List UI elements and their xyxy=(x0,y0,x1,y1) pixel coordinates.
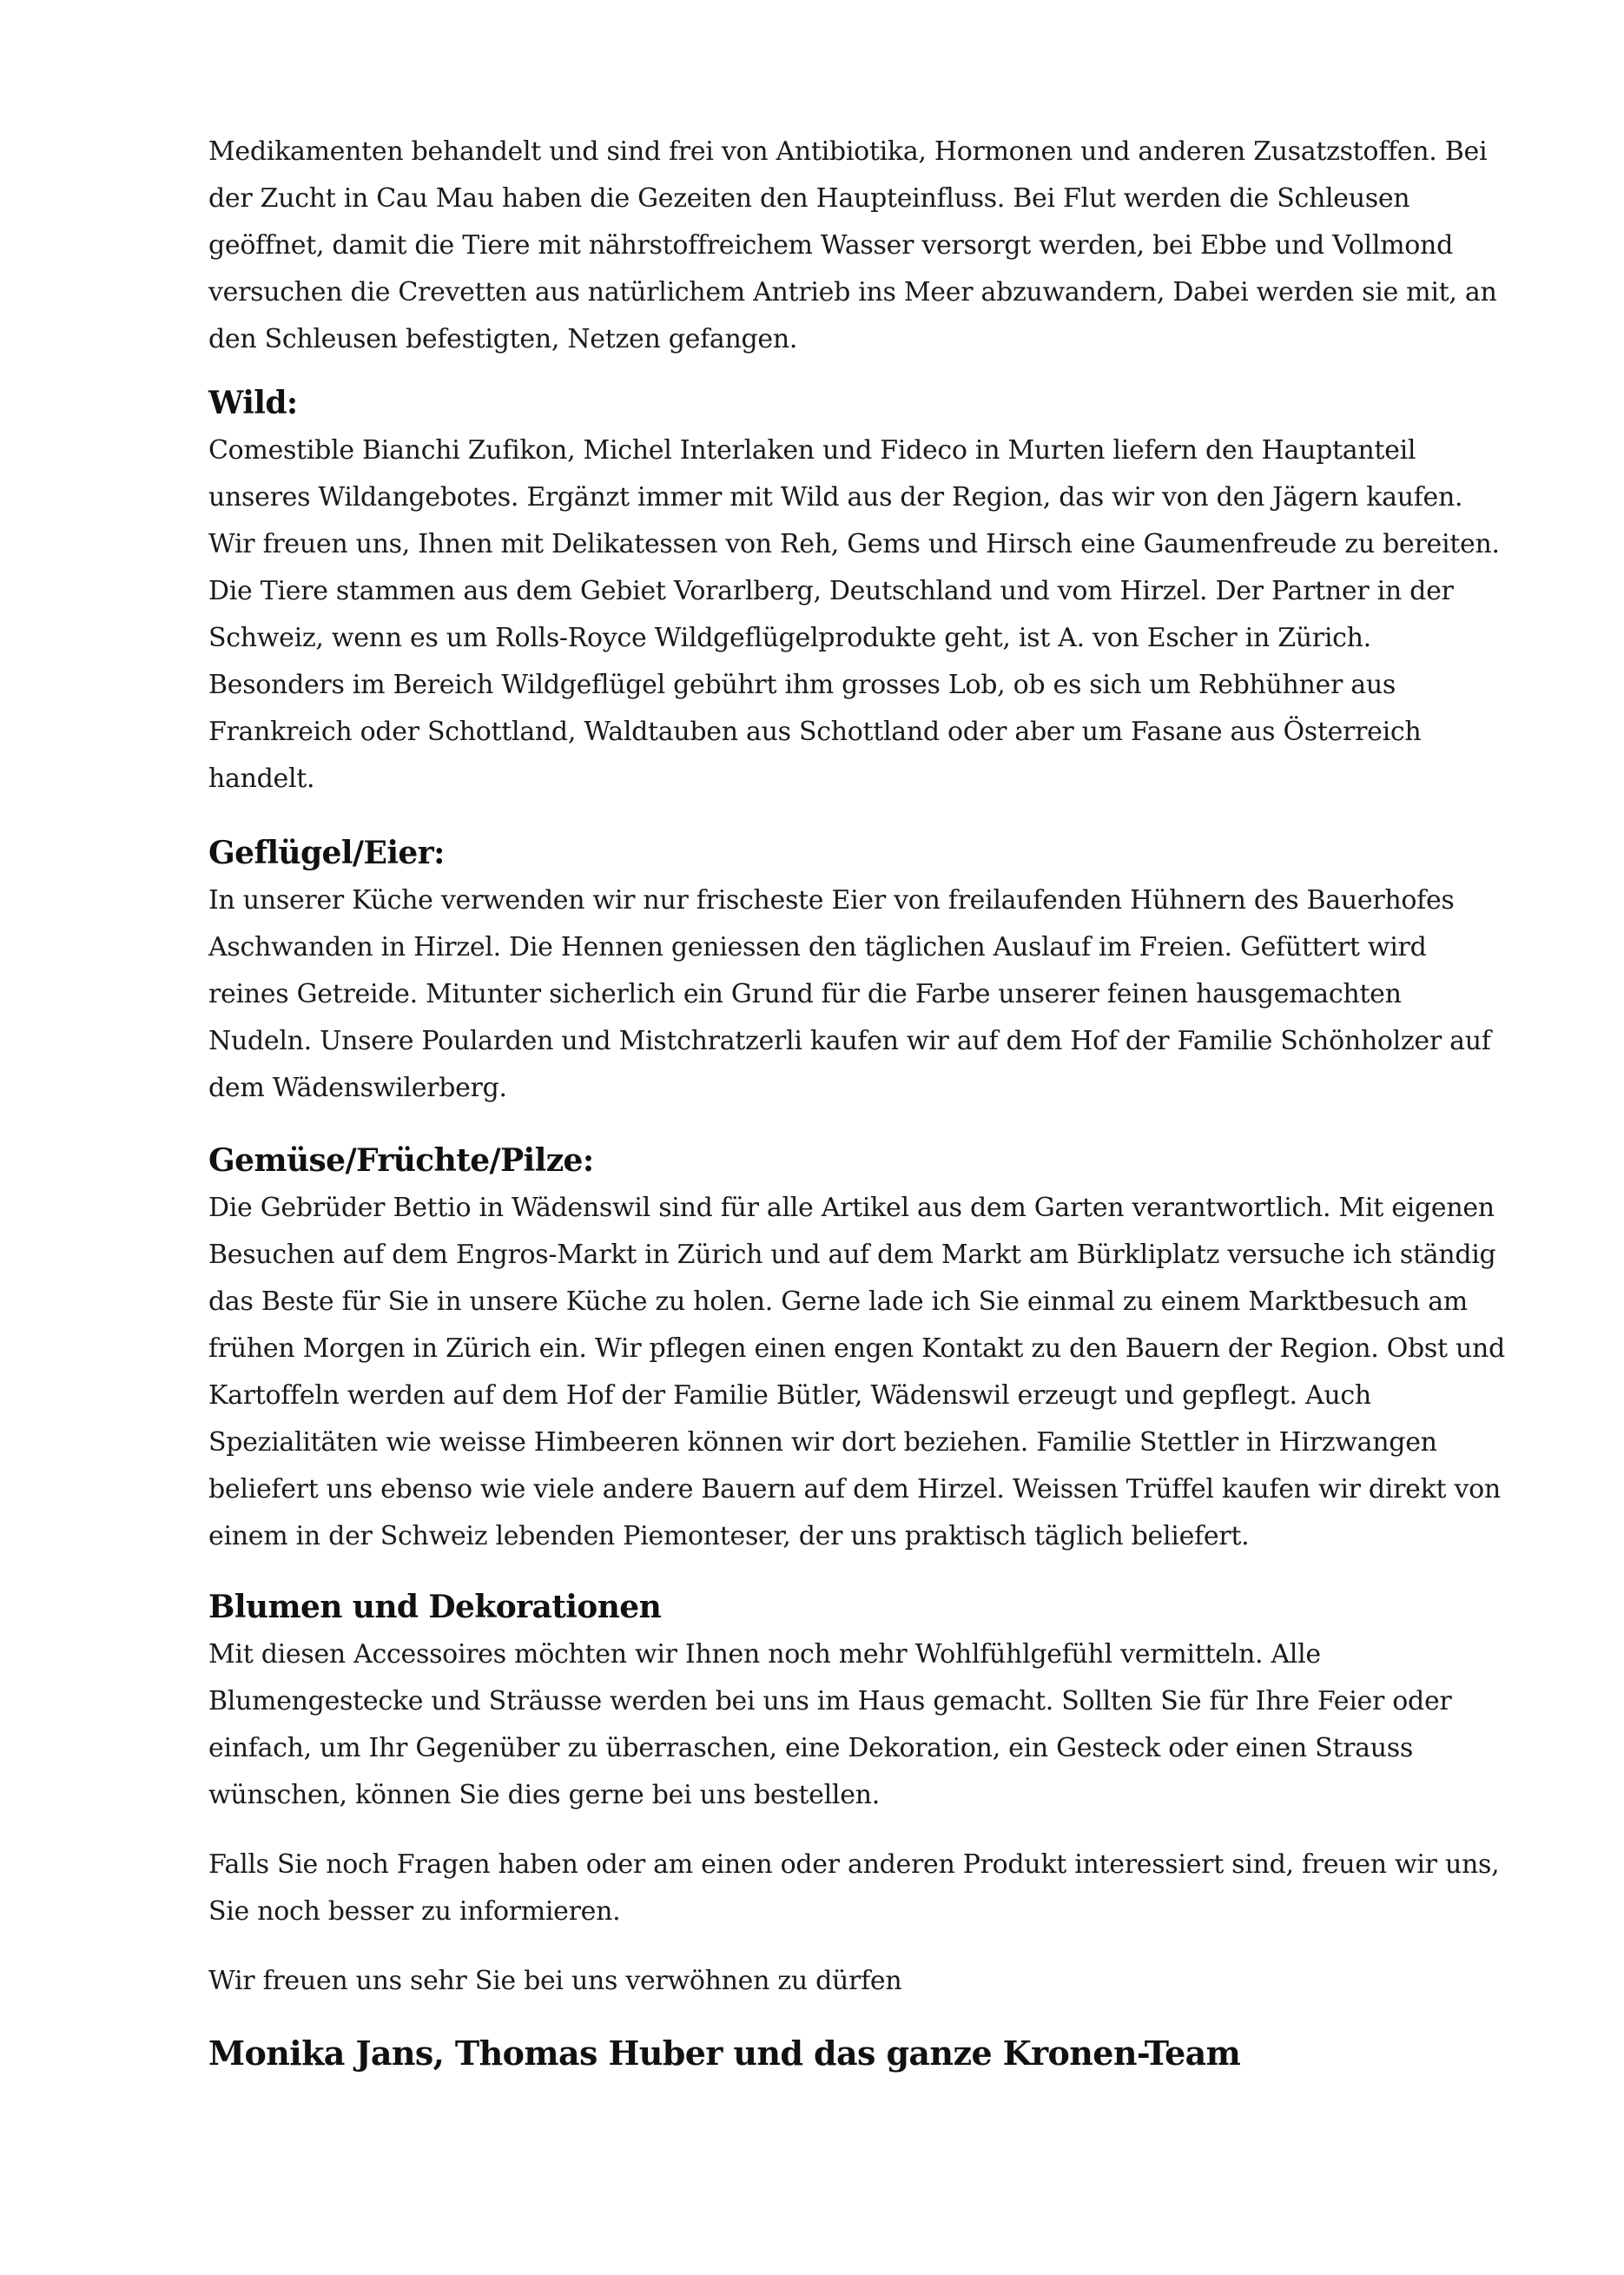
section-heading-wild: Wild: xyxy=(208,385,298,421)
page-content xyxy=(208,129,1511,2073)
section-text-gemuese-fruechte-pilze: Die Gebrüder Bettio in Wädenswil sind für alle Artikel aus dem Garten verantwortlich. Mit eigenen Besuchen auf dem Engros-Markt in Zürich und auf dem Markt am Bürkliplatz versuche ich ständig das Beste für Sie in unsere Küche zu holen. Gerne lade ich Sie einmal zu einem Marktbesuch am frühen Morgen in Zürich ein. Wir pflegen einen engen Kontakt zu den Bauern der Region. Obst und Kartoffeln werden auf dem Hof der Familie Bütler, Wädenswil erzeugt und gepflegt. Auch Spezialitäten wie weisse Himbeeren können wir dort beziehen. Familie Stettler in Hirzwangen beliefert uns ebenso wie viele andere Bauern auf dem Hirzel. Weissen Trüffel kaufen wir direkt von einem in der Schweiz lebenden Piemonteser, der uns praktisch täglich beliefert. xyxy=(208,1193,1505,1551)
section-text-gefluegel-eier: In unserer Küche verwenden wir nur frischeste Eier von freilaufenden Hühnern des Bauerhofes Aschwanden in Hirzel. Die Hennen geniessen den täglichen Auslauf im Freien. Gefüttert wird reines Getreide. Mitunter sicherlich ein Grund für die Farbe unserer feinen hausgemachten Nudeln. Unsere Poularden und Mistchratzerli kaufen wir auf dem Hof der Familie Schönholzer auf dem Wädenswilerberg. xyxy=(208,885,1491,1103)
section-heading-blumen-dekorationen: Blumen und Dekorationen xyxy=(208,1589,662,1625)
section-heading-gefluegel-eier: Geflügel/Eier: xyxy=(208,835,445,871)
section-text-blumen-dekorationen: Mit diesen Accessoires möchten wir Ihnen noch mehr Wohlfühlgefühl vermitteln. Alle Blumengestecke und Sträusse werden bei uns im Haus gemacht. Sollten Sie für Ihre Feier oder einfach, um Ihr Gegenüber zu überraschen, eine Dekoration, ein Gesteck oder einen Strauss wünschen, können Sie dies gerne bei uns bestellen. xyxy=(208,1639,1452,1810)
signature-line: Monika Jans, Thomas Huber und das ganze Kronen-Team xyxy=(208,2034,1241,2073)
closing-paragraph-questions: Falls Sie noch Fragen haben oder am einen oder anderen Produkt interessiert sind, freuen wir uns, Sie noch besser zu informieren. xyxy=(208,1849,1500,1927)
closing-paragraph-greeting: Wir freuen uns sehr Sie bei uns verwöhnen zu dürfen xyxy=(208,1966,902,1996)
section-heading-gemuese-fruechte-pilze: Gemüse/Früchte/Pilze: xyxy=(208,1142,594,1179)
section-text-wild: Comestible Bianchi Zufikon, Michel Interlaken und Fideco in Murten liefern den Hauptanteil unseres Wildangebotes. Ergänzt immer mit Wild aus der Region, das wir von den Jägern kaufen. Wir freuen uns, Ihnen mit Delikatessen von Reh, Gems und Hirsch eine Gaumenfreude zu bereiten. Die Tiere stammen aus dem Gebiet Vorarlberg, Deutschland und vom Hirzel. Der Partner in der Schweiz, wenn es um Rolls-Royce Wildgeflügelprodukte geht, ist A. von Escher in Zürich. Besonders im Bereich Wildgeflügel gebührt ihm grosses Lob, ob es sich um Rebhühner aus Frankreich oder Schottland, Waldtauben aus Schottland oder aber um Fasane aus Österreich handelt. xyxy=(208,435,1500,794)
intro-paragraph: Medikamenten behandelt und sind frei von Antibiotika, Hormonen und anderen Zusatzstoffen. Bei der Zucht in Cau Mau haben die Gezeiten den Haupteinfluss. Bei Flut werden die Schleusen geöffnet, damit die Tiere mit nährstoffreichem Wasser versorgt werden, bei Ebbe und Vollmond versuchen die Crevetten aus natürlichem Antrieb ins Meer abzuwandern, Dabei werden sie mit, an den Schleusen befestigten, Netzen gefangen. xyxy=(208,136,1497,354)
